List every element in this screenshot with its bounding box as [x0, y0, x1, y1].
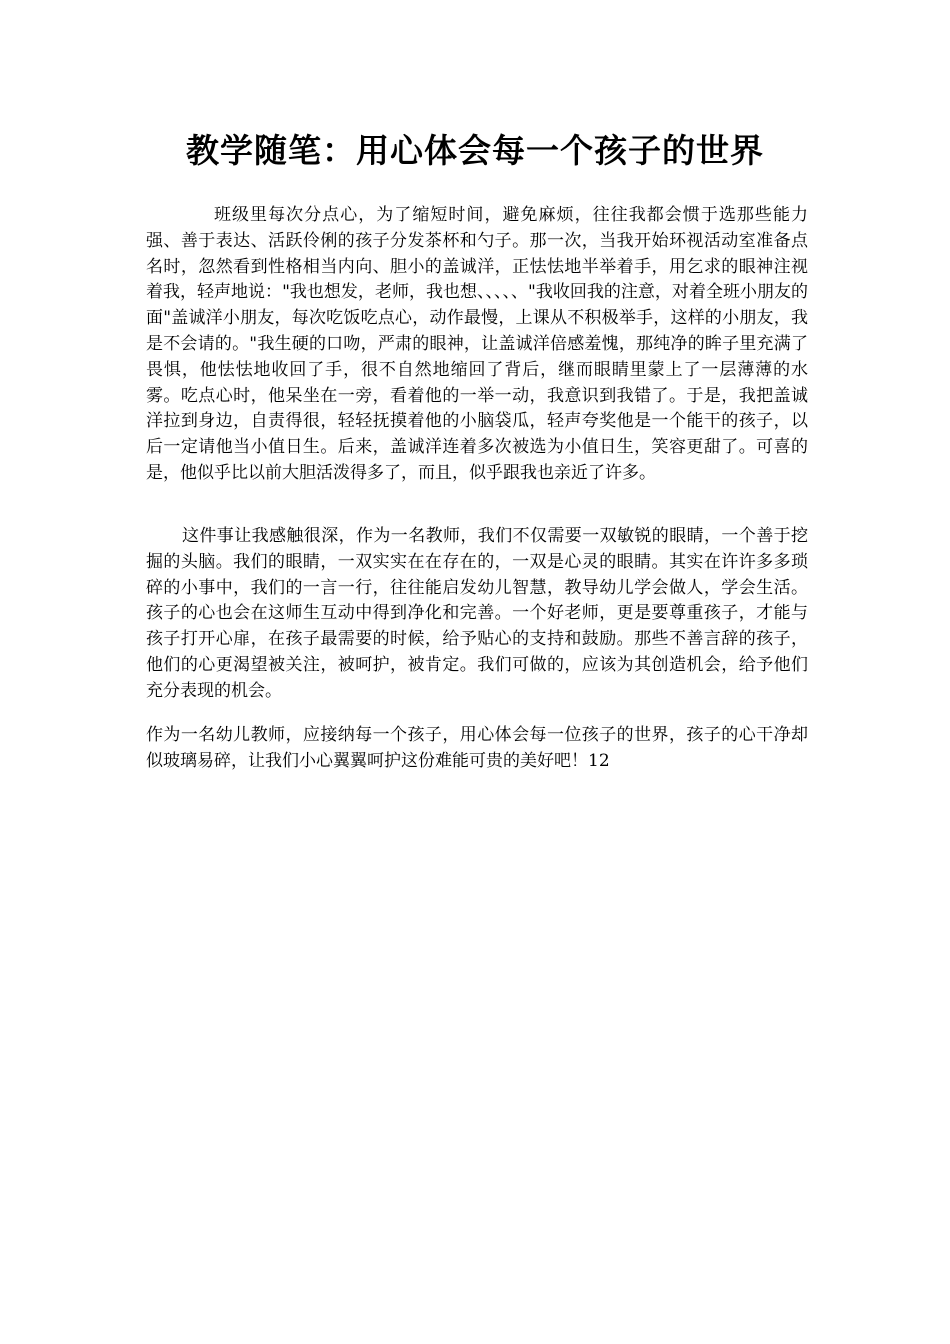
paragraph-1: 班级里每次分点心，为了缩短时间，避免麻烦，往往我都会惯于选那些能力强、善于表达、活跃伶俐的孩子分发茶杯和勺子。那一次，当我开始环视活动室准备点名时，忽然看到性格相当内向、胆小的盖诚洋，正怯怯地半举着手，用乞求的眼神注视着我，轻声地说："我也想发，老师，我也想、、、、、"我收回我的注意，对着全班小朋友的面"盖诚洋小朋友，每次吃饭吃点心，动作最慢，上课从不积极举手，这样的小朋友，我是不会请的。"我生硬的口吻，严肃的眼神，让盖诚洋倍感羞愧，那纯净的眸子里充满了畏惧，他怯怯地收回了手，很不自然地缩回了背后，继而眼睛里蒙上了一层薄薄的水雾。吃点心时，他呆坐在一旁，看着他的一举一动，我意识到我错了。于是，我把盖诚洋拉到身边，自责得很，轻轻抚摸着他的小脑袋瓜，轻声夸奖他是一个能干的孩子，以后一定请他当小值日生。后来，盖诚洋连着多次被选为小值日生，笑容更甜了。可喜的是，他似乎比以前大胆活泼得多了，而且，似乎跟我也亲近了许多。 — [146, 205, 808, 483]
paragraph-3: 作为一名幼儿教师，应接纳每一个孩子，用心体会每一位孩子的世界，孩子的心干净却似玻璃易碎，让我们小心翼翼呵护这份难能可贵的美好吧！12 — [146, 725, 808, 771]
document-title: 教学随笔：用心体会每一个孩子的世界 — [186, 131, 764, 170]
paragraph-2: 这件事让我感触很深，作为一名教师，我们不仅需要一双敏锐的眼睛，一个善于挖掘的头脑。我们的眼睛，一双实实在在存在的，一双是心灵的眼睛。其实在许许多多琐碎的小事中，我们的一言一行，往往能启发幼儿智慧，教导幼儿学会做人，学会生活。孩子的心也会在这师生互动中得到净化和完善。一个好老师，更是要尊重孩子，才能与孩子打开心扉，在孩子最需要的时候，给予贴心的支持和鼓励。那些不善言辞的孩子，他们的心更渴望被关注，被呵护，被肯定。我们可做的，应该为其创造机会，给予他们充分表现的机会。 — [146, 526, 808, 701]
